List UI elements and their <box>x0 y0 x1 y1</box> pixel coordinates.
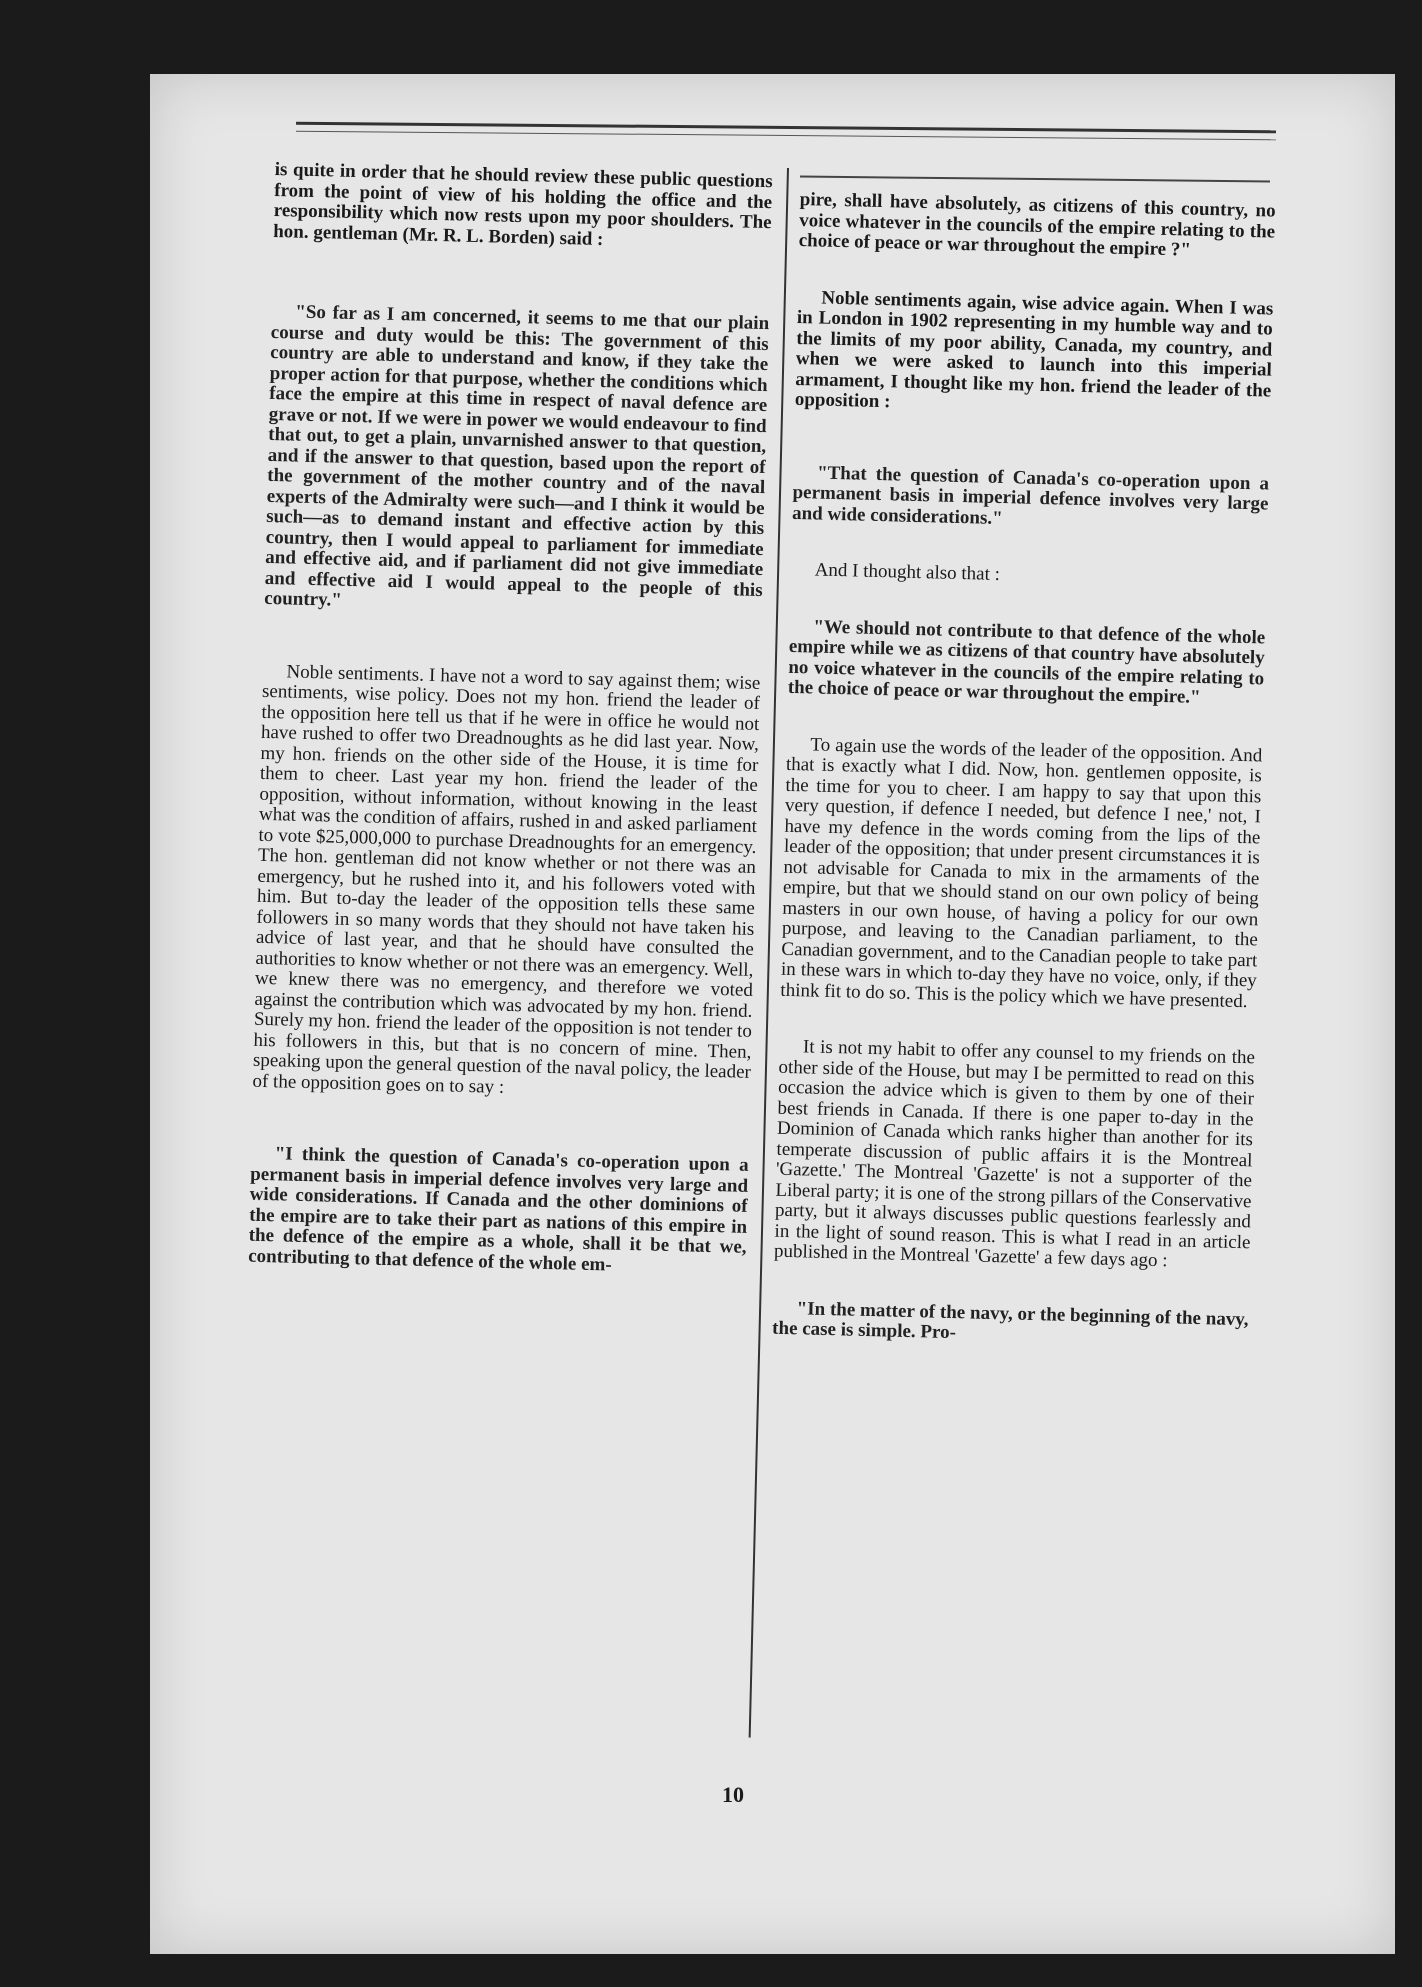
page-number: 10 <box>722 1782 744 1807</box>
right-continuation: pire, shall have absolutely, as citizens of this country, no voice whatever in the councils of the empire relating to the choice of peace or war throughout the empire ?" <box>798 189 1276 261</box>
right-quote-3: "In the matter of the navy, or the beginning of the navy, the case is simple. Pro- <box>771 1297 1249 1344</box>
right-quote-1: "That the question of Canada's co-operation upon a permanent basis in imperial defence involves very large and wide considerations." <box>791 462 1270 529</box>
right-paragraph-3: To again use the words of the leader of the opposition. And that is exactly what I did. Now, hon. gentlemen opposite, is the time for you to cheer. I am happy to say that upon this very question, if defence I needed, but defence I nee,' not, I have my defence in the words coming from the lips of the leader of the opposition; that under present circumstances it is not advisable for Canada to mix in the armaments of the empire, but that we should stand on our own policy of being masters in our own house, of having a policy for our own purpose, and leaving to the Canadian parliament, to the Canadian government, and to the Canadian people to take part in these wars in which to-day they have no voice, only, if they think fit to do so. This is the policy which we have presented. <box>780 733 1263 1012</box>
left-quote-1: "So far as I am concerned, it seems to me that our plain course and duty would be this: The government of this country are able to understand and know, if they take the proper action for that purpose, whether the conditions which face the empire at this time in respect of naval defence are grave or not. If we were in power we would endeavour to find that out, to get a plain, unvarnished answer to that question, and if the answer to that question, based upon the report of the government of the mother country and of the naval experts of the Admiralty were such—and I think it would be such—as to demand instant and effective action by this country, then I would appeal to parliament for immediate and effective aid, and if parliament did not give immediate and effective aid I would appeal to the people of this country." <box>264 301 770 611</box>
right-paragraph-2: And I thought also that : <box>814 559 1001 585</box>
right-paragraph-1: Noble sentiments again, wise advice again. When I was in London in 1902 representing in my humble way and to the limits of my poor ability, Canada, my country, and when we were asked to launch into this imperial armament, I thought like my hon. friend the leader of the opposition : <box>794 287 1274 413</box>
right-paragraph-4: It is not my habit to offer any counsel to my friends on the other side of the House, but may I be permitted to read on this occasion the advice which is given to them by one of their best friends in Canada. If there is one paper to-day in the Dominion of Canada which ranks higher than another for its temperate discussion of public affairs it is the Montreal 'Gazette.' The Montreal 'Gazette' is not a supporter of the Liberal party; it is one of the strong pillars of the Conservative party, but it always discusses public questions fearlessly and in the light of sound reason. This is what I read in an article published in the Montreal 'Gazette' a few days ago : <box>773 1036 1256 1272</box>
left-paragraph-1: Noble sentiments. I have not a word to say against them; wise sentiments, wise policy. Does not my hon. friend the leader of the opposition here tell us that if he were in office he would not have rushed to offer two Dreadnoughts as he did last year. Now, my hon. friends on the other side of the House, it is time for them to cheer. Last year my hon. friend the leader of the opposition, without information, without knowing in the least what was the condition of affairs, rushed in and asked parliament to vote $25,000,000 to purchase Dreadnoughts for an emergency. The hon. gentleman did not know whether or not there was an emergency, but he rushed into it, and his followers voted with him. But to-day the leader of the opposition tells these same followers in so many words that they should not have taken his advice of last year, and that he should have consulted the authorities to know whether or not there was an emergency. Well, we knew there was no emergency, and therefore we voted against the contribution which was advocated by my hon. friend. Surely my hon. friend the leader of the opposition is not tender to his followers in this, but that is no concern of mine. Then, speaking upon the general question of the naval policy, the leader of the opposition goes on to say : <box>252 660 761 1098</box>
left-intro-paragraph: is quite in order that he should review these public questions from the point of view of his holding the office and the responsibility which now rests upon my poor shoulders. The hon. gentleman (Mr. R. L. Borden) said : <box>273 159 773 250</box>
right-quote-2: "We should not contribute to that defence of the whole empire while we as citizens of that country have absolutely no voice whatever in the councils of the empire relating to the choice of peace or war throughout the empire." <box>787 615 1266 708</box>
left-quote-2: "I think the question of Canada's co-operation upon a permanent basis in imperial defence involves very large and wide considerations. If Canada and the other dominions of the empire are to take their part as nations of this empire in the defence of the empire as a whole, shall it be that we, contributing to that defence of the whole em- <box>247 1143 749 1276</box>
left-column <box>248 160 773 1279</box>
right-column <box>772 190 1276 1351</box>
